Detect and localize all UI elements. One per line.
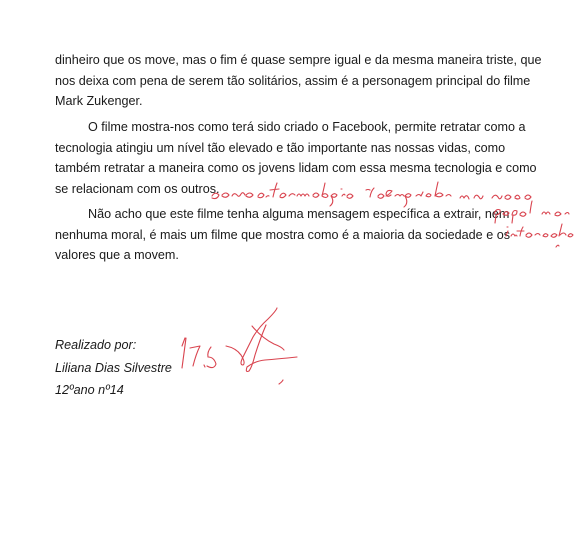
author-class-info: 12ºano nº14 — [55, 383, 124, 397]
paragraph-line: tecnologia atingiu um nível tão elevado e tão importante nas nossas vidas, como — [55, 140, 506, 155]
paragraph-line: O filme mostra-nos como terá sido criado o Facebook, permite retratar como a — [88, 120, 526, 134]
paragraph-line: nenhuma moral, é mais um filme que mostra como é a maioria da sociedade e os — [55, 227, 510, 242]
paragraph-1 — [55, 50, 542, 112]
paragraph-3 — [55, 204, 510, 266]
paragraph-2 — [55, 117, 537, 199]
paragraph-line: valores que a movem. — [55, 248, 179, 262]
handwritten-grade — [182, 338, 216, 368]
handwritten-signature — [226, 308, 297, 384]
paragraph-line: Mark Zukenger. — [55, 94, 143, 108]
author-label: Realizado por: — [55, 338, 137, 352]
author-name: Liliana Dias Silvestre — [55, 360, 172, 375]
paragraph-line: dinheiro que os move, mas o fim é quase sempre igual e da mesma maneira triste, que — [55, 53, 542, 67]
author-block — [55, 334, 172, 402]
paragraph-line: nos deixa com pena de serem tão solitários, assim é a personagem principal do filme — [55, 73, 531, 88]
paragraph-line: também retratar a maneira como os jovens lidam com essa mesma tecnologia e como — [55, 161, 537, 175]
paragraph-line: se relacionam com os outros. — [55, 181, 220, 196]
paragraph-line: Não acho que este filme tenha alguma mensagem específica a extrair, nem — [88, 207, 510, 221]
